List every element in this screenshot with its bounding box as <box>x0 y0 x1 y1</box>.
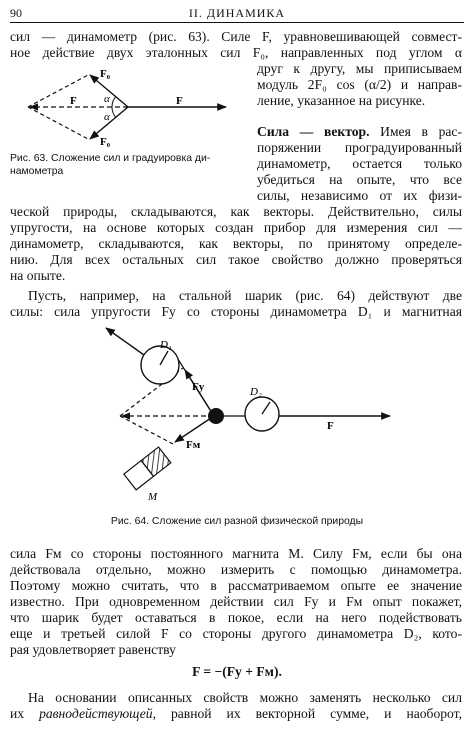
text-line: убедиться на опыте, что все <box>257 172 462 187</box>
label-f0-top: F₀ <box>100 68 111 80</box>
caption-line: намометра <box>10 166 64 177</box>
text-line: модуль 2F₀ cos (α/2) и направ- <box>257 77 462 92</box>
label-d2: D₂ <box>250 386 262 398</box>
label-alpha-top: α <box>104 93 110 105</box>
text-line: ление, указанное на рисунке. <box>257 93 426 108</box>
figure-63-caption <box>10 152 250 178</box>
text-line: действовала отдельно, можно измерить с помощью динамометра. <box>10 562 462 577</box>
label-m: M <box>148 491 158 503</box>
header-rule <box>10 22 464 23</box>
page-number: 90 <box>10 6 22 20</box>
text-line: сила Fм со стороны постоянного магнита M. Силу Fм, если бы она <box>10 546 462 561</box>
section-heading: Сила — вектор. <box>257 124 370 139</box>
label-f-right: F <box>176 95 183 107</box>
text-line: На основании описанных свойств можно заменять несколько сил <box>28 690 462 705</box>
text-fragment: Имея в рас- <box>380 124 462 139</box>
label-fm: Fм <box>186 439 201 451</box>
label-f0-bottom: F₀ <box>100 136 111 148</box>
text-line: силы: сила упругости Fу со стороны динамометра D₁ и магнитная <box>10 304 462 319</box>
equation: F = −(Fу + Fм). <box>192 664 282 679</box>
label-alpha-bottom: α <box>104 111 110 123</box>
text-line <box>257 124 462 140</box>
figure-64-caption: Рис. 64. Сложение сил разной физической природы <box>110 516 364 527</box>
text-line: нию. Для всех остальных сил такое свойство должно проверяться <box>10 252 462 267</box>
text-line: динамометр, складываются, как векторы, по принятому определе- <box>10 236 462 251</box>
text-line: рая удовлетворяет равенству <box>10 642 176 657</box>
label-f-left: F <box>70 95 77 107</box>
caption-line: Рис. 63. Сложение сил и градуировка ди- <box>10 153 211 164</box>
text-line: силы, независимо от их физи- <box>257 188 462 203</box>
text-fragment: их <box>10 706 40 721</box>
text-line: упругости, на основе которых создан прибор для измерения сил — <box>10 220 462 235</box>
text-line: Поэтому можно считать, что в рассматриваемом опыте ее значение <box>10 578 462 593</box>
text-line: сил — динамометр (рис. 63). Силе F, уравновешивающей совмест- <box>10 29 462 44</box>
steel-ball <box>208 408 224 424</box>
text-line: ное действие двух эталонных сил F₀, направленных под углом α <box>10 45 462 60</box>
text-line: Пусть, например, на стальной шарик (рис. 64) действуют две <box>28 288 462 303</box>
emphasis-term: равнодействующей <box>39 706 153 721</box>
text-line: что шарик будет оставаться в покое, если на него подействовать <box>10 610 462 625</box>
text-line: динамометр, остается только <box>257 156 462 171</box>
label-fy: Fу <box>192 381 205 393</box>
figure-64 <box>90 320 410 510</box>
text-line: поряжении проградуированный <box>257 140 462 155</box>
text-line: на опыте. <box>10 268 66 283</box>
label-f: F <box>327 420 334 432</box>
chapter-title: II. ДИНАМИКА <box>188 6 286 20</box>
text-fragment: , равной их векторной сумме, и наоборот, <box>152 706 462 721</box>
running-header <box>10 6 464 22</box>
text-line: еще и третьей силой F со стороны другого динамометра D₂, кото- <box>10 626 462 641</box>
label-d1: D₁ <box>160 339 172 351</box>
magnet <box>124 447 171 490</box>
text-line <box>10 706 462 722</box>
text-line: известно. При одновременном действии сил Fу и Fм опыт покажет, <box>10 594 462 609</box>
text-line: друг к другу, мы приписываем <box>257 61 462 76</box>
text-line: ческой природы, складываются, как векторы. Действительно, силы <box>10 204 462 219</box>
